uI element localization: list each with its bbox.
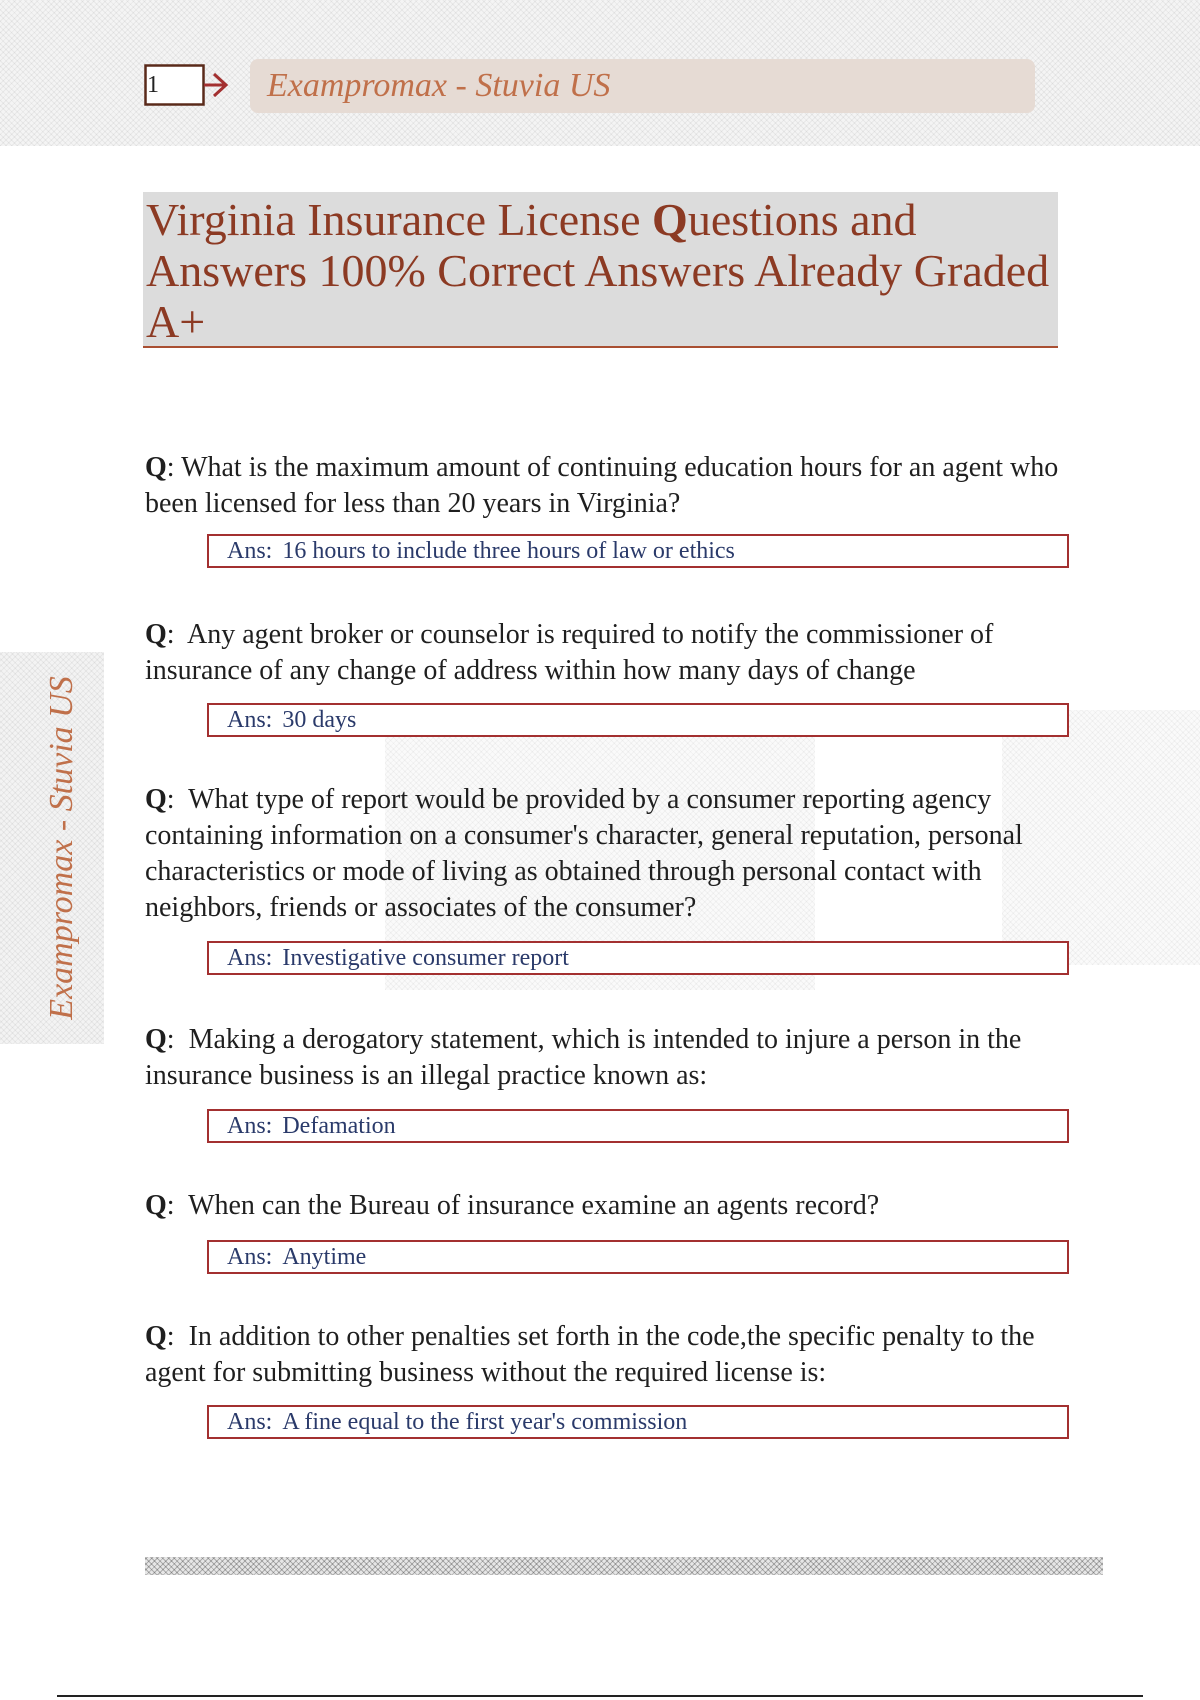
answer-box	[207, 1109, 1069, 1143]
page-bottom-rule	[57, 1695, 1143, 1697]
answer-text: Defamation	[282, 1113, 396, 1139]
question-label: Q	[145, 1321, 167, 1352]
question-label: Q	[145, 1024, 167, 1055]
question-label: Q	[145, 784, 167, 815]
answer-box	[207, 534, 1069, 568]
question-text: Any agent broker or counselor is required to notify the commissioner of insurance of any change of address within how many days of change	[145, 619, 994, 686]
question-text: In addition to other penalties set forth in the code,the specific penalty to the agent for submitting business without the required license is:	[145, 1321, 1035, 1388]
answer-text: 16 hours to include three hours of law or ethics	[282, 538, 735, 564]
side-watermark: Exampromax - Stuvia US	[43, 676, 80, 1020]
title-part-1: Virginia Insurance License	[146, 194, 653, 245]
qa-item	[145, 782, 1075, 971]
question: Q: What type of report would be provided by a consumer reporting agency containing information on a consumer's character, general reputation, personal characteristics or mode of living as obtained through personal contact with neighbors, friends or associates of the consumer?	[145, 784, 1023, 923]
answer-box	[207, 941, 1069, 975]
qa-item	[145, 1319, 1075, 1435]
qa-item	[145, 450, 1075, 564]
answer-prefix: Ans:	[227, 1409, 273, 1435]
answer-text: Investigative consumer report	[282, 945, 569, 971]
question-label: Q	[145, 1190, 167, 1221]
answer-text: 30 days	[282, 707, 357, 733]
question: Q: Any agent broker or counselor is required to notify the commissioner of insurance of any change of address within how many days of change	[145, 619, 994, 686]
answer-box	[207, 1405, 1069, 1439]
answer-prefix: Ans:	[227, 1113, 273, 1139]
qa-item	[145, 1188, 1075, 1270]
title-bold-letter: Q	[652, 194, 688, 245]
question-text: Making a derogatory statement, which is intended to injure a person in the insurance business is an illegal practice known as:	[145, 1024, 1022, 1091]
answer-prefix: Ans:	[227, 707, 273, 733]
answer-text: A fine equal to the first year's commission	[282, 1409, 688, 1435]
question-text: What type of report would be provided by a consumer reporting agency containing information on a consumer's character, general reputation, personal characteristics or mode of living as obtained through personal contact with neighbors, friends or associates of the consumer?	[145, 784, 1023, 923]
page-number: 1	[147, 72, 159, 98]
decorative-divider	[145, 1557, 1103, 1575]
question-text: What is the maximum amount of continuing education hours for an agent who been licensed for less than 20 years in Virginia?	[145, 452, 1059, 519]
question-label: Q	[145, 619, 167, 650]
question: Q: In addition to other penalties set forth in the code,the specific penalty to the agent for submitting business without the required license is:	[145, 1321, 1035, 1388]
answer-prefix: Ans:	[227, 538, 273, 564]
header-title: Exampromax - Stuvia US	[267, 67, 611, 104]
answer-text: Anytime	[282, 1244, 367, 1270]
answer-prefix: Ans:	[227, 1244, 273, 1270]
answer-box	[207, 1240, 1069, 1274]
question-text: When can the Bureau of insurance examine an agents record?	[188, 1190, 880, 1221]
header-title-box	[250, 59, 1035, 113]
document-title-box	[143, 192, 1058, 348]
qa-item	[145, 1022, 1075, 1139]
title-part-2: uestions and Answers 100% Correct Answers Already Graded A+	[146, 194, 1050, 347]
question-label: Q	[145, 452, 167, 483]
answer-box	[207, 703, 1069, 737]
answer-prefix: Ans:	[227, 945, 273, 971]
question: Q: Making a derogatory statement, which is intended to injure a person in the insurance business is an illegal practice known as:	[145, 1024, 1022, 1091]
question: Q: What is the maximum amount of continuing education hours for an agent who been licensed for less than 20 years in Virginia?	[145, 452, 1059, 519]
question: Q: When can the Bureau of insurance examine an agents record?	[145, 1190, 880, 1221]
qa-item	[145, 617, 1075, 733]
document-title	[146, 194, 1051, 347]
